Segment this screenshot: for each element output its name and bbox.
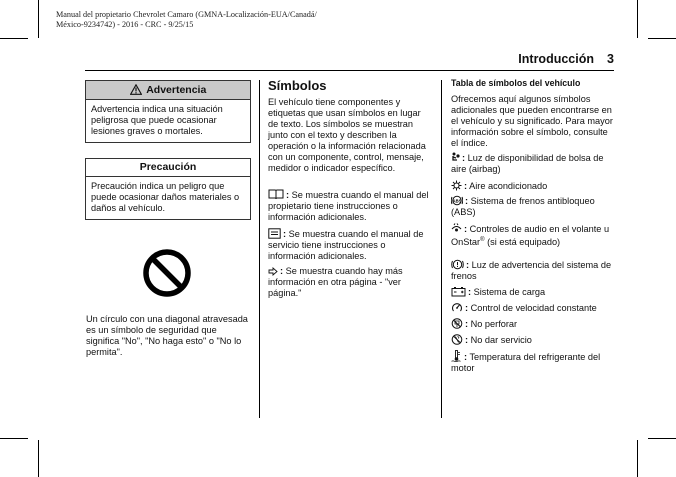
registered-mark: ®	[480, 237, 485, 243]
warning-header	[86, 81, 250, 100]
steering-audio-icon	[451, 223, 462, 234]
section-title: Introducción	[518, 52, 594, 66]
symbol-coolant: : Temperatura del refrigerante del motor	[451, 352, 601, 373]
symbols-intro: El vehículo tiene componentes y etiquetas que usan símbolos en lugar de texto. Los símbolos se muestran junto con el texto y describen la operación o la información relacionada con un componente, control, mensaje, medidor o indicador específico.	[268, 97, 426, 173]
coolant-temperature-icon	[451, 350, 462, 362]
service-book-icon	[268, 228, 281, 239]
symbols-title: Símbolos	[268, 78, 327, 93]
symbol-airbag: : Luz de disponibilidad de bolsa de aire (airbag)	[451, 153, 604, 174]
no-drill-icon	[451, 318, 463, 329]
no-symbol-description: Un círculo con una diagonal atravesada es un símbolo de seguridad que significa "No", "No haga esto" o "No lo permita".	[86, 314, 248, 357]
vehicle-symbols-intro: Ofrecemos aquí algunos símbolos adicionales que pueden encontrarse en el vehículo y su significado. Para mayor información sobre el símbolo, consulte el índice.	[451, 94, 613, 148]
page-number: 3	[607, 52, 614, 66]
caution-text: Precaución indica un peligro que puede ocasionar daños materiales o daños al vehículo.	[91, 181, 240, 213]
svg-text:ABS: ABS	[452, 198, 462, 204]
column-divider	[441, 80, 442, 418]
abs-text: Sistema de frenos antibloqueo (ABS)	[451, 196, 595, 217]
no-service-icon	[451, 334, 463, 345]
caution-title: Precaución	[86, 159, 250, 177]
crop-mark	[38, 0, 39, 38]
no-drill-text: No perforar	[470, 319, 518, 329]
cruise-control-icon	[451, 302, 463, 313]
cruise-text: Control de velocidad constante	[470, 303, 597, 313]
book-icon	[268, 189, 284, 200]
crop-mark	[0, 38, 28, 39]
crop-mark	[637, 440, 638, 477]
symbol-ac: : Aire acondicionado	[451, 180, 617, 192]
audio-text-b: (si está equipado)	[484, 237, 561, 248]
symbol-cruise: : Control de velocidad constante	[451, 302, 617, 314]
airbag-text: Luz de disponibilidad de bolsa de aire (airbag)	[451, 153, 604, 174]
manual-line-1: Manual del propietario Chevrolet Camaro (GMNA-Localización-EUA/Canadá/	[56, 10, 317, 19]
crop-mark	[648, 438, 676, 439]
service-manual-text: Se muestra cuando el manual de servicio tiene instrucciones o información adicionales.	[268, 229, 424, 261]
battery-icon	[451, 286, 466, 297]
manual-header-note	[56, 10, 386, 30]
vehicle-symbols-title: Tabla de símbolos del vehículo	[451, 78, 581, 88]
audio-text-a: Controles de audio en el volante u OnStar	[451, 224, 610, 248]
arrow-right-icon	[268, 267, 278, 276]
crop-mark	[38, 440, 39, 477]
see-page-entry: : Se muestra cuando hay más información en otra página - "ver página."	[268, 266, 403, 298]
symbol-charging: : Sistema de carga	[451, 286, 617, 298]
warning-title: Advertencia	[146, 84, 207, 96]
header-rule	[85, 70, 614, 71]
warning-text: Advertencia indica una situación peligrosa que puede ocasionar lesiones graves o mortales.	[91, 104, 223, 136]
symbol-no-drill: : No perforar	[451, 318, 617, 330]
warning-box	[85, 80, 251, 143]
no-symbol-icon	[142, 248, 192, 298]
symbol-audio: : Controles de audio en el volante u OnStar® (si está equipado)	[451, 224, 610, 248]
brake-text: Luz de advertencia del sistema de frenos	[451, 260, 612, 281]
owner-manual-text: Se muestra cuando el manual del propietario tiene instrucciones o información adicionales.	[268, 190, 429, 222]
symbol-abs: ABS : Sistema de frenos antibloqueo (ABS)	[451, 196, 595, 217]
crop-mark	[648, 38, 676, 39]
symbol-no-service: : No dar servicio	[451, 334, 617, 346]
symbol-brake: : Luz de advertencia del sistema de frenos	[451, 260, 612, 281]
abs-icon	[451, 195, 463, 206]
ac-text: Aire acondicionado	[469, 181, 548, 191]
crop-mark	[637, 0, 638, 38]
manual-line-2: México-9234742) - 2016 - CRC - 9/25/15	[56, 20, 194, 29]
airbag-icon	[451, 152, 460, 163]
column-divider	[259, 80, 260, 418]
snowflake-icon	[451, 180, 462, 191]
coolant-text: Temperatura del refrigerante del motor	[451, 352, 601, 373]
no-service-text: No dar servicio	[470, 335, 532, 345]
warning-triangle-icon	[130, 84, 142, 95]
see-page-text: Se muestra cuando hay más información en otra página - "ver página."	[268, 266, 403, 298]
crop-mark	[0, 438, 28, 439]
charging-text: Sistema de carga	[473, 287, 546, 297]
brake-warning-icon	[451, 259, 464, 270]
service-manual-entry: : Se muestra cuando el manual de servicio tiene instrucciones o información adicionales.	[268, 229, 424, 261]
caution-box	[85, 158, 251, 220]
owner-manual-entry: : Se muestra cuando el manual del propietario tiene instrucciones o información adicionales.	[268, 190, 429, 222]
